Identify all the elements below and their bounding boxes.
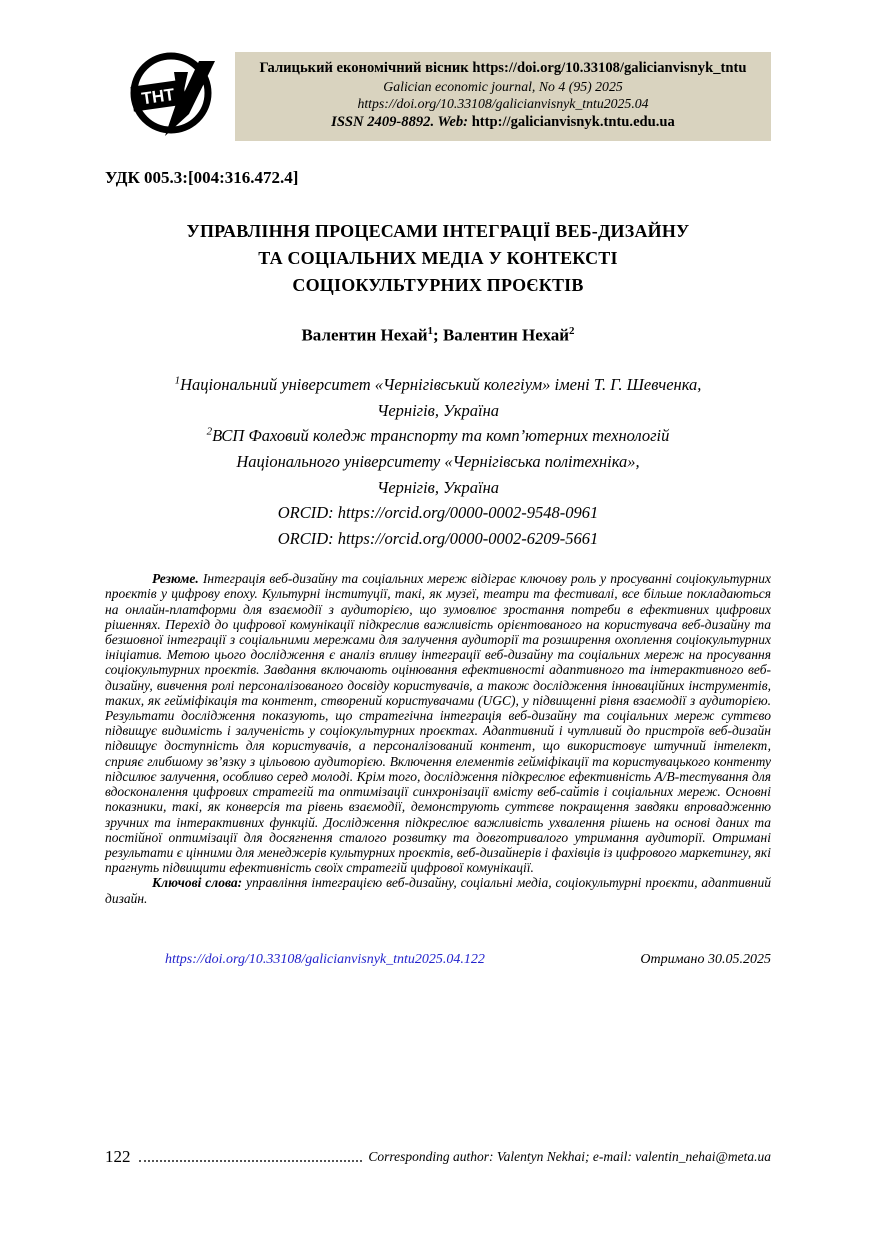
tntu-logo-icon — [125, 48, 217, 140]
keywords-text: управління інтеграцією веб-дизайну, соціальні медіа, соціокультурні проєкти, адаптивний дизайн. — [105, 875, 771, 906]
keywords-paragraph — [105, 875, 771, 905]
orcid-author-2: ORCID: https://orcid.org/0000-0002-6209-5661 — [277, 528, 599, 548]
journal-web-url: http://galicianvisnyk.tntu.edu.ua — [471, 113, 675, 130]
journal-title-line: Галицький економічний вісник https://doi.org/10.33108/galicianvisnyk_tntu — [259, 60, 747, 76]
affiliation-1-mark: 1 — [174, 374, 181, 387]
article-title-line1: УПРАВЛІННЯ ПРОЦЕСАМИ ІНТЕГРАЦІЇ ВЕБ-ДИЗАЙНУ — [186, 220, 690, 241]
page-number: 122 — [105, 1147, 131, 1166]
article-title — [105, 218, 771, 299]
abstract-label: Резюме. — [152, 571, 199, 587]
author-2-affil-mark: 2 — [569, 324, 575, 337]
author-1-name: Валентин Нехай — [301, 325, 428, 345]
affiliation-2-line1: $^2$ВСП Фаховий коледж транспорту та комп’ютерних технологій — [206, 425, 670, 446]
authors-separator: ; — [433, 325, 443, 345]
author-2-name: Валентин Нехай — [442, 325, 570, 345]
journal-title-en: Galician economic journal, No 4 (95) 2025 — [383, 78, 623, 94]
article-doi-link[interactable]: https://doi.org/10.33108/galicianvisnyk_tntu2025.04.122 — [165, 951, 485, 967]
article-title-line3: СОЦІОКУЛЬТУРНИХ ПРОЄКТІВ — [292, 274, 584, 295]
journal-masthead-box — [235, 52, 771, 141]
page-header — [105, 48, 771, 141]
author-1-affil-mark: 1 — [427, 324, 434, 337]
keywords-label: Ключові слова: — [152, 875, 243, 891]
received-date: Отримано 30.05.2025 — [640, 951, 771, 967]
tntu-logo — [125, 48, 217, 140]
doi-row — [105, 952, 771, 968]
affiliation-2-mark: 2 — [206, 425, 213, 438]
corresponding-author-note: Corresponding author: Valentyn Nekhai; e-mail: valentin_nehai@meta.ua — [368, 1149, 771, 1164]
affiliation-2-line3: Чернігів, Україна — [376, 477, 500, 497]
affiliations-block — [105, 372, 771, 551]
article-title-line2: ТА СОЦІАЛЬНИХ МЕДІА У КОНТЕКСТІ — [258, 247, 618, 268]
affiliation-1-line2: Чернігів, Україна — [376, 400, 500, 420]
journal-doi: https://doi.org/10.33108/galicianvisnyk_tntu2025.04 — [357, 96, 649, 112]
abstract-paragraph — [105, 571, 771, 875]
page-footer — [105, 1148, 771, 1165]
authors-line — [105, 325, 771, 346]
issn-label: ISSN 2409-8892. Web: — [331, 113, 472, 130]
dotted-leader — [139, 1160, 363, 1162]
orcid-author-1: ORCID: https://orcid.org/0000-0002-9548-0961 — [277, 503, 599, 523]
journal-issn-line — [241, 113, 765, 132]
affiliation-1-line1: $^1$Національний університет «Чернігівський колегіум» імені Т. Г. Шевченка, — [174, 374, 702, 395]
udc-code: УДК 005.3:[004:316.472.4] — [105, 167, 299, 187]
abstract-text: Інтеграція веб-дизайну та соціальних мереж відіграє ключову роль у просуванні соціокультурних проєктів у цифрову епоху. Культурні інституції, такі, як музеї, театри та фестивалі, все більше покладаються на онлайн-платформи для взаємодії з аудиторією, що зумовлює зростання потреби в ефективних цифрових рішеннях. Перехід до цифрової комунікації підкреслив важливість орієнтованого на користувача веб-дизайну та безшовної інтеграції з соціальними мережами для залучення аудиторії та розширення охоплення соціокультурних ініціатив. Метою цього дослідження є аналіз впливу інтеграції веб-дизайну та соціальних мереж на просування соціокультурних проєктів. Завдання включають оцінювання ефективності адаптивного та інтерактивного веб-дизайну, вивчення ролі персоналізованого досвіду користувачів, а також дослідження інноваційних інструментів, таких, як гейміфікація та контент, створений користувачами (UGC), у підвищенні рівня взаємодії з аудиторією. Результати дослідження показують, що стратегічна інтеграція веб-дизайну та соціальних мереж суттєво підвищує видимість і залученість у соціокультурних проєктах. Адаптивний і чутливий до пристроїв веб-дизайн підвищує доступність для користувачів, а персоналізований контент, що використовує штучний інтелект, сприяє глибшому зв’язку з цільовою аудиторією. Включення елементів гейміфікації та користувацького контенту підсилює залучення, особливо серед молоді. Крім того, дослідження підкреслює ефективність A/B-тестування для вдосконалення цифрових стратегій та оптимізації синхронізації вмісту веб-сайтів і соціальних мереж. Основні показники, такі, як конверсія та рівень взаємодії, демонструють суттєве покращення завдяки впровадженню зручних та інтерактивних функцій. Дослідження підкреслює важливість ухвалення рішень на основі даних та постійної оптимізації для досягнення сталого розвитку та довготривалого утримання аудиторії. Отримані результати є цінними для менеджерів культурних проєктів, веб-дизайнерів і фахівців із цифрового маркетингу, які прагнуть підвищити ефективність своїх стратегій цифрової комунікації. — [105, 571, 771, 876]
svg-text:ТНТ: ТНТ — [140, 84, 176, 109]
affiliation-2-line2: Національного університету «Чернігівська політехніка», — [236, 452, 640, 471]
